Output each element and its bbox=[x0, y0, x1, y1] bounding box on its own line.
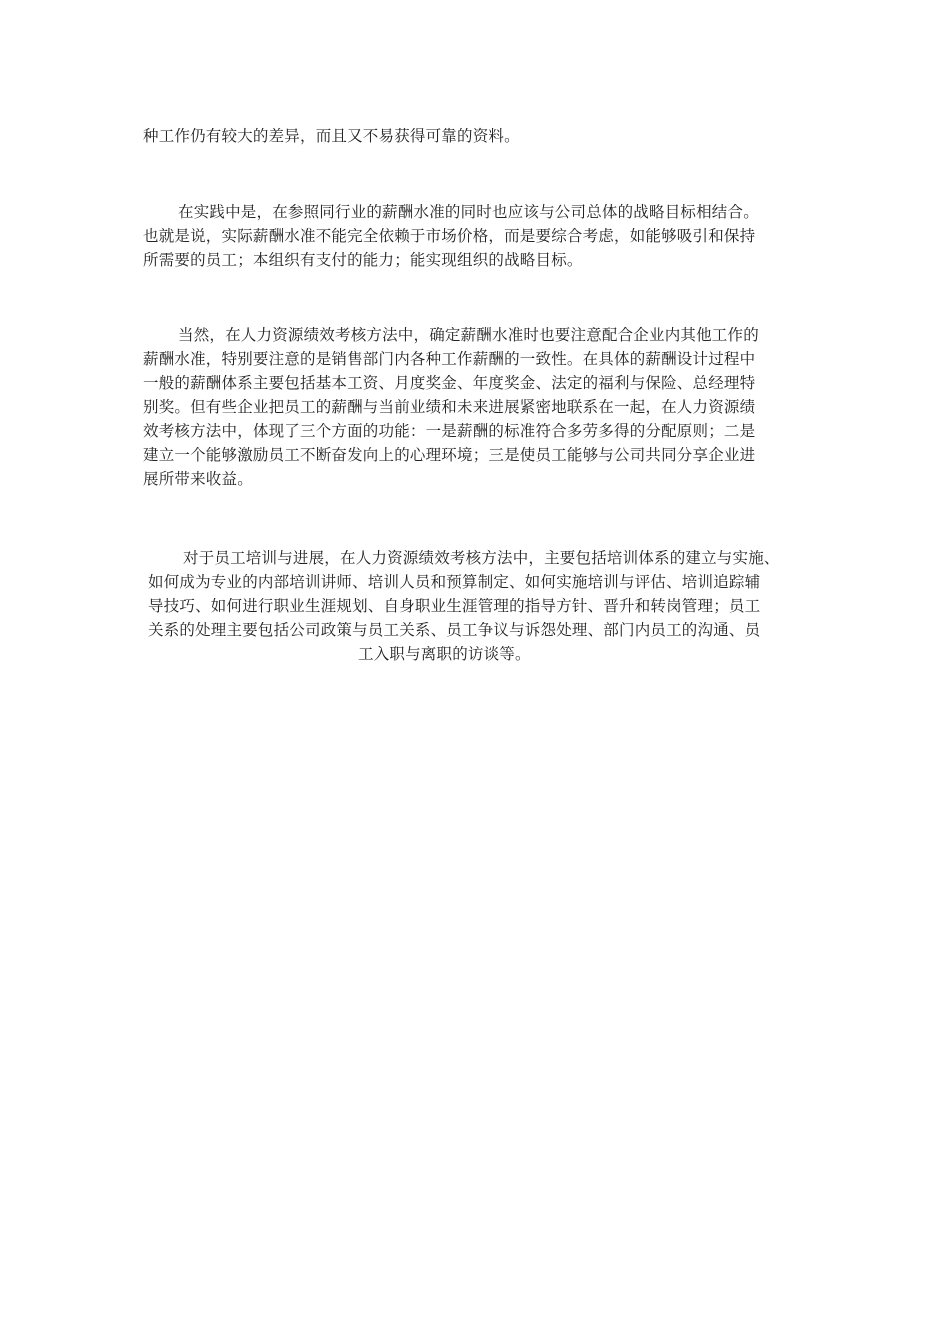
paragraph-line: 效考核方法中，体现了三个方面的功能：一是薪酬的标准符合多劳多得的分配原则；二是 bbox=[143, 422, 756, 440]
paragraph-line: 别奖。但有些企业把员工的薪酬与当前业绩和未来进展紧密地联系在一起，在人力资源绩 bbox=[143, 398, 756, 416]
paragraph-4 bbox=[148, 546, 780, 666]
paragraph-line: 在实践中是，在参照同行业的薪酬水准的同时也应该与公司总体的战略目标相结合。 bbox=[178, 203, 759, 221]
paragraph-line: 种工作仍有较大的差异，而且又不易获得可靠的资料。 bbox=[143, 127, 520, 145]
paragraph-line: 当然，在人力资源绩效考核方法中，确定薪酬水准时也要注意配合企业内其他工作的 bbox=[178, 326, 759, 344]
paragraph-line: 所需要的员工；本组织有支付的能力；能实现组织的战略目标。 bbox=[143, 251, 583, 269]
paragraph-1 bbox=[143, 124, 520, 148]
paragraph-line: 也就是说，实际薪酬水准不能完全依赖于市场价格，而是要综合考虑，如能够吸引和保持 bbox=[143, 227, 756, 245]
paragraph-line: 导技巧、如何进行职业生涯规划、自身职业生涯管理的指导方针、晋升和转岗管理；员工 bbox=[148, 597, 761, 615]
paragraph-line: 关系的处理主要包括公司政策与员工关系、员工争议与诉怨处理、部门内员工的沟通、员 bbox=[148, 621, 761, 639]
paragraph-2 bbox=[143, 200, 759, 272]
paragraph-line: 建立一个能够激励员工不断奋发向上的心理环境；三是使员工能够与公司共同分享企业进 bbox=[143, 446, 756, 464]
paragraph-3 bbox=[143, 323, 759, 491]
paragraph-line: 展所带来收益。 bbox=[143, 470, 253, 488]
paragraph-line: 对于员工培训与进展，在人力资源绩效考核方法中，主要包括培训体系的建立与实施、 bbox=[183, 549, 780, 567]
paragraph-line: 一般的薪酬体系主要包括基本工资、月度奖金、年度奖金、法定的福利与保险、总经理特 bbox=[143, 374, 756, 392]
paragraph-line: 如何成为专业的内部培训讲师、培训人员和预算制定、如何实施培训与评估、培训追踪辅 bbox=[148, 573, 761, 591]
paragraph-line: 薪酬水准，特别要注意的是销售部门内各种工作薪酬的一致性。在具体的薪酬设计过程中 bbox=[143, 350, 756, 368]
paragraph-line: 工入职与离职的访谈等。 bbox=[358, 645, 531, 663]
